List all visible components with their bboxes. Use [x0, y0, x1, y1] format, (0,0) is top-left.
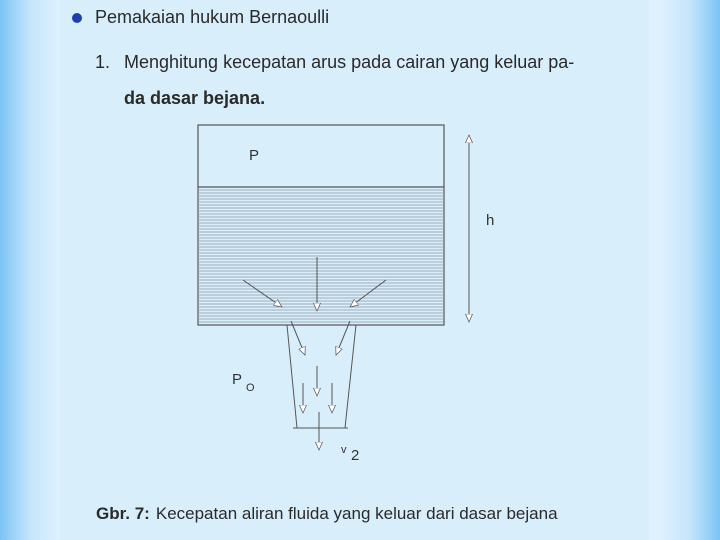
heading-word-1: Pemakaian: [95, 7, 186, 27]
label-pressure-po: P: [232, 371, 243, 388]
list-item-1-line-2: da dasar bejana.: [124, 88, 266, 108]
outlet-arrow-right: [336, 321, 350, 355]
figure-caption-label: Gbr. 7:: [96, 504, 150, 523]
flow-arrow-right: [350, 280, 386, 307]
flow-arrow-left: [243, 280, 282, 307]
label-velocity-v: v: [341, 444, 347, 456]
list-item-number: 1.: [95, 52, 111, 72]
outlet-funnel: [287, 325, 356, 428]
list-item-text-1: Menghitung kecepatan arus pada cairan yang keluar pa-: [124, 52, 575, 72]
water-surface-lines: [199, 190, 443, 322]
outlet-arrow-left: [291, 321, 305, 355]
figure-caption: [96, 504, 558, 524]
label-pressure-po-sub: O: [246, 382, 255, 394]
label-height-h: h: [486, 212, 495, 229]
label-velocity-sub: 2: [351, 447, 360, 464]
heading-word-2: hukum Bernaoulli: [190, 7, 330, 27]
figure-caption-text: Kecepatan aliran fluida yang keluar dari dasar bejana: [155, 504, 558, 523]
label-pressure-p: P: [249, 147, 260, 164]
